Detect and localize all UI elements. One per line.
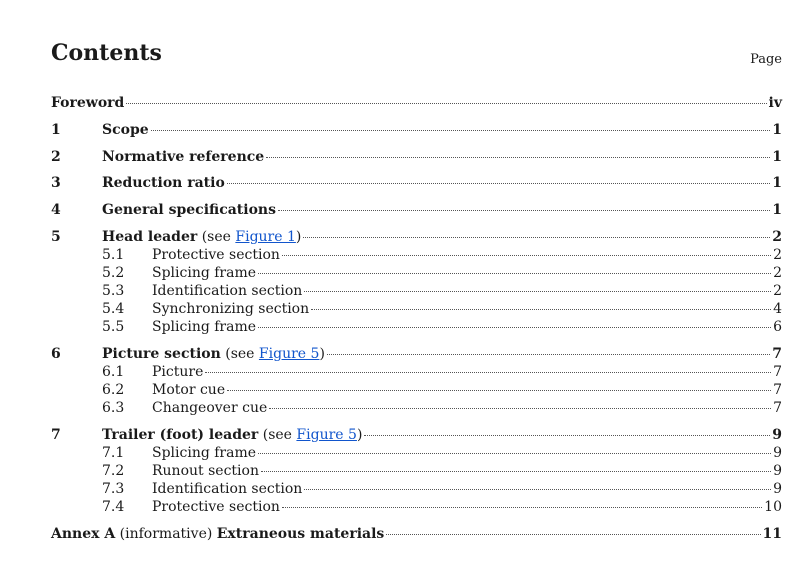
toc-entry-foreword[interactable] (51, 94, 782, 112)
toc-page-number: 7 (773, 400, 782, 416)
toc-section-number: 4 (51, 202, 61, 218)
toc-section-number: 7.4 (102, 499, 125, 515)
see-suffix: ) (295, 229, 302, 245)
dot-leader (386, 534, 760, 535)
see-prefix: (see (197, 229, 236, 245)
toc-entry-title: Changeover cue (152, 400, 268, 416)
toc-page-number: 10 (764, 499, 782, 515)
toc-page-number: 7 (772, 346, 782, 362)
toc-subentry-7-4[interactable] (51, 498, 782, 516)
toc-section-number: 5.1 (102, 247, 125, 263)
figure-5-link[interactable]: Figure 5 (258, 346, 320, 362)
dot-leader (258, 327, 771, 328)
dot-leader (266, 157, 770, 158)
toc-section-number: 6.1 (102, 364, 125, 380)
toc-entry-title-group (102, 345, 325, 363)
toc-entry-head-leader[interactable] (51, 228, 782, 246)
dot-leader (258, 453, 771, 454)
dot-leader (227, 390, 771, 391)
toc-section-number: 5.2 (102, 265, 125, 281)
toc-subentry-6-1[interactable] (51, 363, 782, 381)
toc-section-number: 7.1 (102, 445, 125, 461)
toc-entry-title-group (51, 525, 384, 543)
toc-section-number: 5.5 (102, 319, 125, 335)
toc-page-number: 1 (772, 202, 782, 218)
toc-entry-title: Picture section (102, 346, 221, 362)
toc-page-number: 1 (772, 175, 782, 191)
dot-leader (364, 435, 770, 436)
toc-entry-title: Motor cue (152, 382, 226, 398)
dot-leader (304, 489, 771, 490)
dot-leader (269, 408, 771, 409)
annex-qualifier: (informative) (115, 526, 217, 542)
toc-entry-title-group (102, 228, 301, 246)
dot-leader (303, 237, 770, 238)
toc-entry-picture-section[interactable] (51, 345, 782, 363)
dot-leader (304, 291, 771, 292)
toc-entry-title: Reduction ratio (102, 175, 225, 191)
toc-entry-title: Protective section (152, 499, 280, 515)
see-suffix: ) (356, 427, 363, 443)
toc-section-number: 6 (51, 346, 61, 362)
contents-heading: Contents (51, 40, 162, 66)
toc-entry-title: Splicing frame (152, 319, 257, 335)
toc-section-number: 5 (51, 229, 61, 245)
see-prefix: (see (258, 427, 297, 443)
dot-leader (282, 507, 762, 508)
dot-leader (261, 471, 771, 472)
toc-subentry-7-1[interactable] (51, 444, 782, 462)
toc-page-number: 1 (772, 149, 782, 165)
toc-page-number: 4 (773, 301, 782, 317)
toc-page-number: 2 (773, 247, 782, 263)
toc-page-number: 9 (773, 463, 782, 479)
page-column-label: Page (750, 52, 782, 67)
toc-section-number: 1 (51, 122, 61, 138)
toc-entry-reduction-ratio[interactable] (51, 174, 782, 192)
toc-page-number: 7 (773, 382, 782, 398)
toc-section-number: 7.3 (102, 481, 125, 497)
toc-entry-title: Synchronizing section (152, 301, 310, 317)
toc-page-number: 11 (762, 526, 782, 542)
toc-page-number: 1 (772, 122, 782, 138)
dot-leader (205, 372, 771, 373)
see-prefix: (see (220, 346, 259, 362)
toc-entry-title: Runout section (152, 463, 259, 479)
toc-section-number: 3 (51, 175, 61, 191)
toc-entry-annex-a[interactable] (51, 525, 782, 543)
toc-entry-title: Protective section (152, 247, 280, 263)
toc-page-number: 6 (773, 319, 782, 335)
toc-entry-title: Trailer (foot) leader (102, 427, 259, 443)
toc-subentry-6-2[interactable] (51, 381, 782, 399)
toc-section-number: 6.3 (102, 400, 125, 416)
toc-section-number: 5.4 (102, 301, 125, 317)
dot-leader (327, 354, 770, 355)
toc-page-number: 9 (773, 445, 782, 461)
toc-section-number: 6.2 (102, 382, 125, 398)
toc-entry-title: Head leader (102, 229, 198, 245)
toc-entry-scope[interactable] (51, 121, 782, 139)
toc-subentry-5-5[interactable] (51, 318, 782, 336)
toc-page-number: 2 (773, 265, 782, 281)
toc-section-number: 5.3 (102, 283, 125, 299)
toc-subentry-5-4[interactable] (51, 300, 782, 318)
figure-5-link[interactable]: Figure 5 (296, 427, 357, 443)
dot-leader (278, 210, 770, 211)
toc-entry-title: Splicing frame (152, 265, 257, 281)
toc-subentry-5-1[interactable] (51, 246, 782, 264)
toc-page-number: 9 (773, 481, 782, 497)
toc-subentry-7-2[interactable] (51, 462, 782, 480)
annex-label: Annex A (51, 526, 116, 542)
toc-entry-title: Foreword (51, 95, 125, 111)
toc-entry-title: Splicing frame (152, 445, 257, 461)
toc-page-number: 2 (773, 283, 782, 299)
toc-subentry-5-3[interactable] (51, 282, 782, 300)
toc-entry-title: Scope (102, 122, 149, 138)
toc-entry-title: Extraneous materials (216, 526, 385, 542)
dot-leader (227, 183, 770, 184)
toc-entry-title-group (102, 426, 362, 444)
see-suffix: ) (319, 346, 325, 362)
toc-entry-title: Normative reference (102, 149, 265, 165)
toc-entry-trailer-leader[interactable] (51, 426, 782, 444)
dot-leader (126, 103, 766, 104)
dot-leader (311, 309, 771, 310)
toc-section-number: 7 (51, 427, 61, 443)
toc-subentry-5-2[interactable] (51, 264, 782, 282)
dot-leader (258, 273, 771, 274)
toc-subentry-7-3[interactable] (51, 480, 782, 498)
toc-page-number: 2 (772, 229, 782, 245)
toc-page-number: iv (768, 95, 782, 111)
toc-entry-title: Picture (152, 364, 204, 380)
toc-subentry-6-3[interactable] (51, 399, 782, 417)
toc-entry-title: Identification section (152, 481, 303, 497)
toc-entry-title: Identification section (152, 283, 303, 299)
figure-1-link[interactable]: Figure 1 (235, 229, 296, 245)
toc-entry-normative-reference[interactable] (51, 148, 782, 166)
dot-leader (151, 130, 771, 131)
toc-entry-general-specifications[interactable] (51, 201, 782, 219)
dot-leader (282, 255, 771, 256)
toc-page-number: 9 (772, 427, 782, 443)
toc-section-number: 2 (51, 149, 61, 165)
toc-section-number: 7.2 (102, 463, 125, 479)
toc-page-number: 7 (773, 364, 782, 380)
toc-entry-title: General specifications (102, 202, 276, 218)
